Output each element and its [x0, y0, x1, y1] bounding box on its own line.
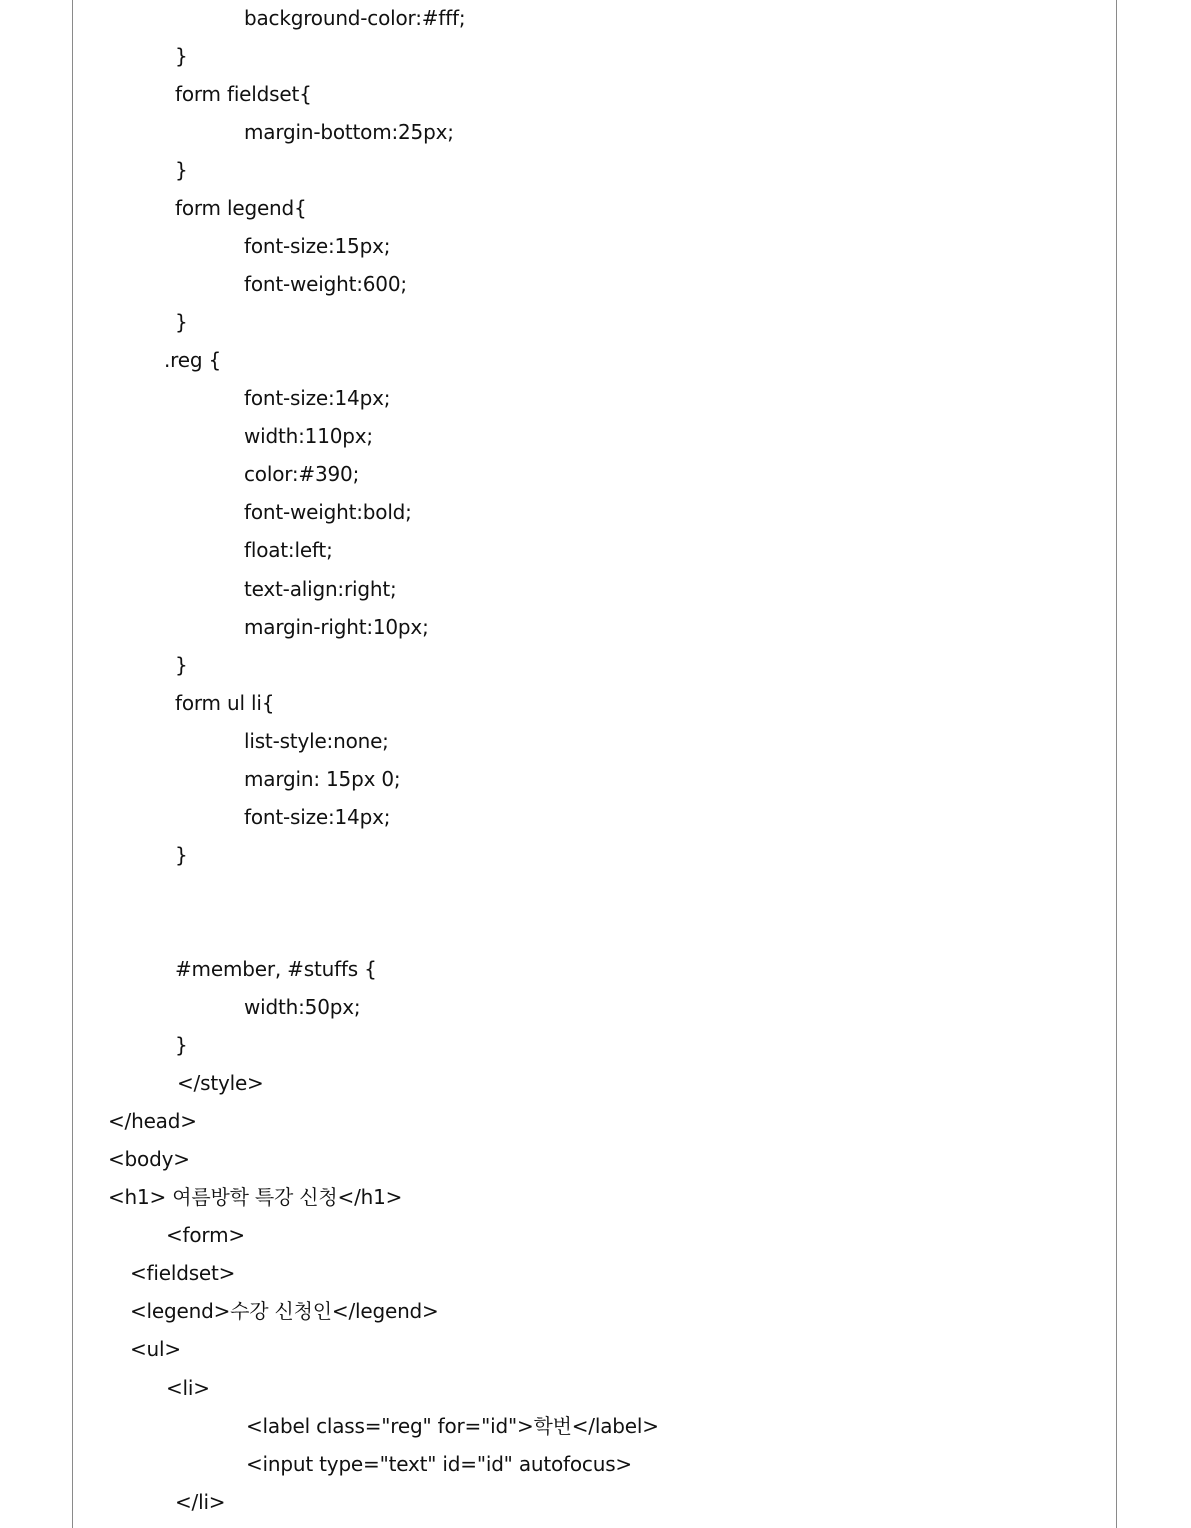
code-line: width:50px; — [244, 995, 361, 1019]
code-line: text-align:right; — [244, 577, 397, 601]
code-line: <h1> 여름방학 특강 신청</h1> — [108, 1185, 403, 1209]
code-line: </style> — [177, 1071, 264, 1095]
code-line: #member, #stuffs { — [175, 957, 377, 981]
code-line: font-size:14px; — [244, 386, 391, 410]
code-line: list-style:none; — [244, 729, 389, 753]
code-line: font-weight:bold; — [244, 500, 412, 524]
code-line: margin: 15px 0; — [244, 767, 401, 791]
code-line: <label class="reg" for="id">학번</label> — [246, 1414, 659, 1438]
code-line: <form> — [166, 1223, 245, 1247]
code-line: <li> — [166, 1376, 210, 1400]
code-line: <legend>수강 신청인</legend> — [130, 1299, 439, 1323]
code-line: float:left; — [244, 538, 333, 562]
code-line: font-size:14px; — [244, 805, 391, 829]
code-line: </head> — [108, 1109, 197, 1133]
code-line: width:110px; — [244, 424, 373, 448]
code-line: .reg { — [164, 348, 222, 372]
code-line: } — [175, 158, 188, 182]
code-line: <fieldset> — [130, 1261, 236, 1285]
code-line: } — [175, 653, 188, 677]
code-line: } — [175, 44, 188, 68]
document-page — [72, 0, 1117, 1528]
code-line: <body> — [108, 1147, 190, 1171]
code-line: color:#390; — [244, 462, 360, 486]
code-line: } — [175, 1033, 188, 1057]
code-line: form ul li{ — [175, 691, 275, 715]
code-line: font-weight:600; — [244, 272, 407, 296]
code-line: <ul> — [130, 1337, 181, 1361]
code-line: } — [175, 310, 188, 334]
code-line: form fieldset{ — [175, 82, 312, 106]
code-line: margin-right:10px; — [244, 615, 429, 639]
code-line: form legend{ — [175, 196, 307, 220]
code-line: } — [175, 843, 188, 867]
code-line: margin-bottom:25px; — [244, 120, 454, 144]
code-line: </li> — [175, 1490, 226, 1514]
code-line: font-size:15px; — [244, 234, 391, 258]
code-line: <input type="text" id="id" autofocus> — [246, 1452, 632, 1476]
code-line: background-color:#fff; — [244, 6, 466, 30]
